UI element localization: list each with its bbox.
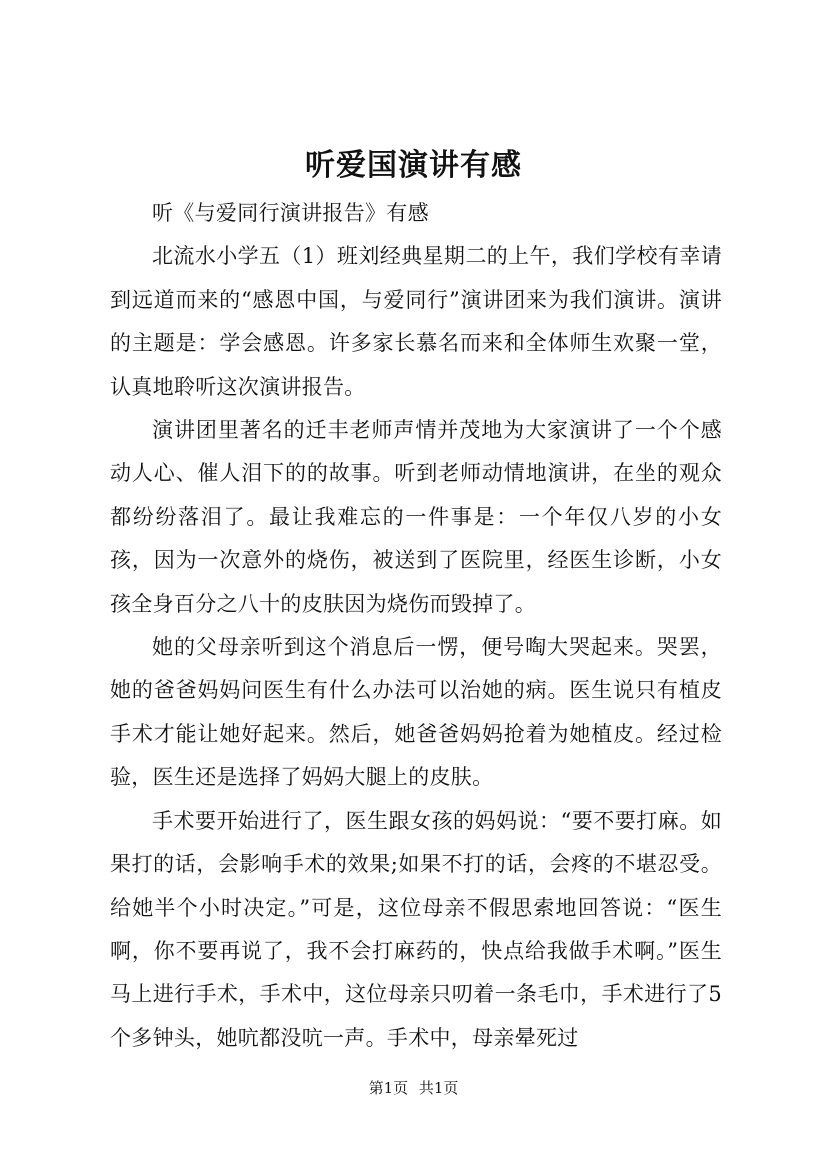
paragraph: 北流水小学五（1）班刘经典星期二的上午，我们学校有幸请到远道而来的“感恩中国，与爱同行”演讲团来为我们演讲。演讲的主题是：学会感恩。许多家长慕名而来和全体师生欢聚一堂，认真地聆听这次演讲报告。: [110, 244, 722, 399]
document-body: [110, 192, 722, 1060]
page-footer: [0, 1078, 827, 1098]
paragraph-subtitle: 听《与爱同行演讲报告》有感: [152, 201, 429, 225]
paragraph: 演讲团里著名的迁丰老师声情并茂地为大家演讲了一个个感动人心、催人泪下的的故事。听到老师动情地演讲，在坐的观众都纷纷落泪了。最让我难忘的一件事是：一个年仅八岁的小女孩，因为一次意外的烧伤，被送到了医院里，经医生诊断，小女孩全身百分之八十的皮肤因为烧伤而毁掉了。: [110, 418, 722, 616]
page-total: 共1页: [418, 1079, 459, 1097]
document-title: 听爱国演讲有感: [305, 148, 522, 183]
page-number: 第1页: [368, 1079, 409, 1097]
paragraph: 手术要开始进行了，医生跟女孩的妈妈说：“要不要打麻。如果打的话，会影响手术的效果;如果不打的话，会疼的不堪忍受。给她半个小时决定。”可是，这位母亲不假思索地回答说：“医生啊，你不要再说了，我不会打麻药的，快点给我做手术啊。”医生马上进行手术，手术中，这位母亲只叨着一条毛巾，手术进行了5个多钟头，她吭都没吭一声。手术中，母亲晕死过: [110, 808, 722, 1050]
paragraph: 她的父母亲听到这个消息后一愣，便号啕大哭起来。哭罢，她的爸爸妈妈问医生有什么办法可以治她的病。医生说只有植皮手术才能让她好起来。然后，她爸爸妈妈抢着为她植皮。经过检验，医生还是选择了妈妈大腿上的皮肤。: [110, 635, 722, 790]
